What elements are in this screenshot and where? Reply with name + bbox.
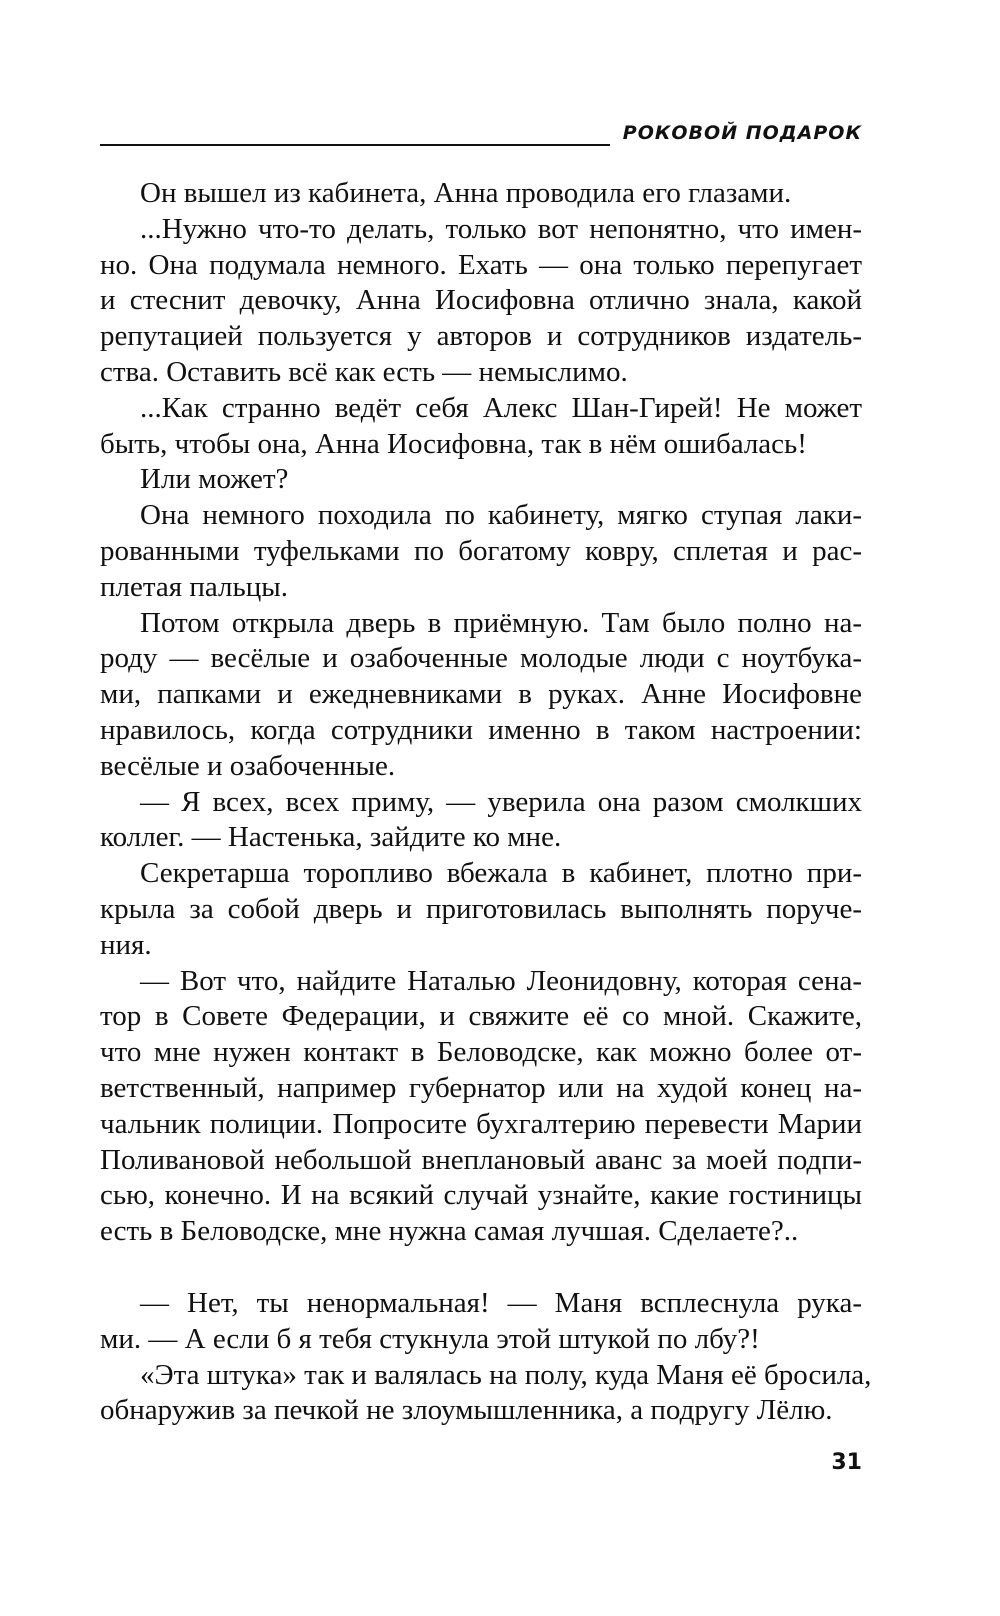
text-line: — Нет, ты ненормальная! — Маня всплеснула рука- (140, 1286, 862, 1319)
text-line: Она немного походила по кабинету, мягко ступая лаки- (140, 499, 862, 532)
paragraph (100, 606, 862, 785)
text-line: чальник полиции. Попросите бухгалтерию перевести Марии (100, 1107, 862, 1140)
paragraph (100, 1358, 872, 1430)
text-line: весёлые и озабоченные. (100, 749, 396, 782)
text-line: крыла за собой дверь и приготовилась выполнять поруче- (100, 892, 862, 925)
paragraph (100, 176, 862, 212)
text-line: рованными туфельками по богатому ковру, сплетая и рас- (100, 534, 862, 567)
text-line: Поливановой небольшой внеплановый аванс за моей подпи- (100, 1143, 862, 1176)
text-line: и стеснит девочку, Анна Иосифовна отлично знала, какой (100, 284, 862, 317)
text-line: быть, чтобы она, Анна Иосифовна, так в нём ошибалась! (100, 427, 807, 460)
text-line: сью, конечно. И на всякий случай узнайте, какие гостиницы (100, 1179, 862, 1212)
header-rule (100, 144, 610, 146)
running-title: РОКОВОЙ ПОДАРОК (622, 122, 862, 144)
text-line: тор в Совете Федерации, и свяжите её со мной. Скажите, (100, 1000, 862, 1033)
text-body (100, 176, 872, 1429)
text-line: нравилось, когда сотрудники именно в таком настроении: (100, 713, 862, 746)
text-line: — Вот что, найдите Наталью Леонидовну, которая сена- (140, 964, 862, 997)
text-line: «Эта штука» так и валялась на полу, куда Маня её бросила, (140, 1358, 872, 1391)
text-line: ми. — А если б я тебя стукнула этой штукой по лбу?! (100, 1322, 760, 1355)
text-line: ния. (100, 928, 152, 961)
text-line: роду — весёлые и озабоченные молодые люди с ноутбука- (100, 642, 862, 675)
paragraph (100, 785, 862, 857)
text-line: обнаружив за печкой не злоумышленника, а подругу Лёлю. (100, 1394, 833, 1427)
text-line: ми, папками и ежедневниками в руках. Анне Иосифовне (100, 678, 862, 711)
paragraph (100, 462, 862, 498)
text-line: есть в Беловодске, мне нужна самая лучшая. Сделаете?.. (100, 1215, 799, 1248)
paragraph (100, 856, 862, 963)
paragraph (100, 391, 862, 463)
text-line: репутацией пользуется у авторов и сотрудников издатель- (100, 320, 862, 353)
text-line: ...Нужно что-то делать, только вот непонятно, что имен- (140, 212, 862, 245)
text-line: Потом открыла дверь в приёмную. Там было полно на- (140, 606, 862, 639)
text-line: Он вышел из кабинета, Анна проводила его глазами. (140, 177, 792, 209)
text-line: ства. Оставить всё как есть — немыслимо. (100, 355, 628, 388)
text-line: что мне нужен контакт в Беловодске, как можно более от- (100, 1036, 862, 1069)
text-line: Или может? (140, 463, 289, 496)
text-line: Секретарша торопливо вбежала в кабинет, плотно при- (140, 857, 862, 890)
text-line: плетая пальцы. (100, 570, 288, 603)
text-line: ветственный, например губернатор или на худой конец на- (100, 1071, 862, 1104)
text-line: ...Как странно ведёт себя Алекс Шан-Гирей! Не может (140, 391, 862, 424)
text-line: но. Она подумала немного. Ехать — она только перепугает (100, 248, 862, 281)
text-line: — Я всех, всех приму, — уверила она разом смолкших (140, 785, 862, 818)
paragraph (100, 498, 862, 605)
text-line: коллег. — Настенька, зайдите ко мне. (100, 821, 562, 854)
page-number: 31 (831, 1450, 862, 1475)
paragraph (100, 212, 862, 391)
paragraph (100, 1286, 862, 1358)
section-break (100, 1250, 862, 1286)
running-header (100, 118, 862, 154)
paragraph (100, 964, 862, 1250)
